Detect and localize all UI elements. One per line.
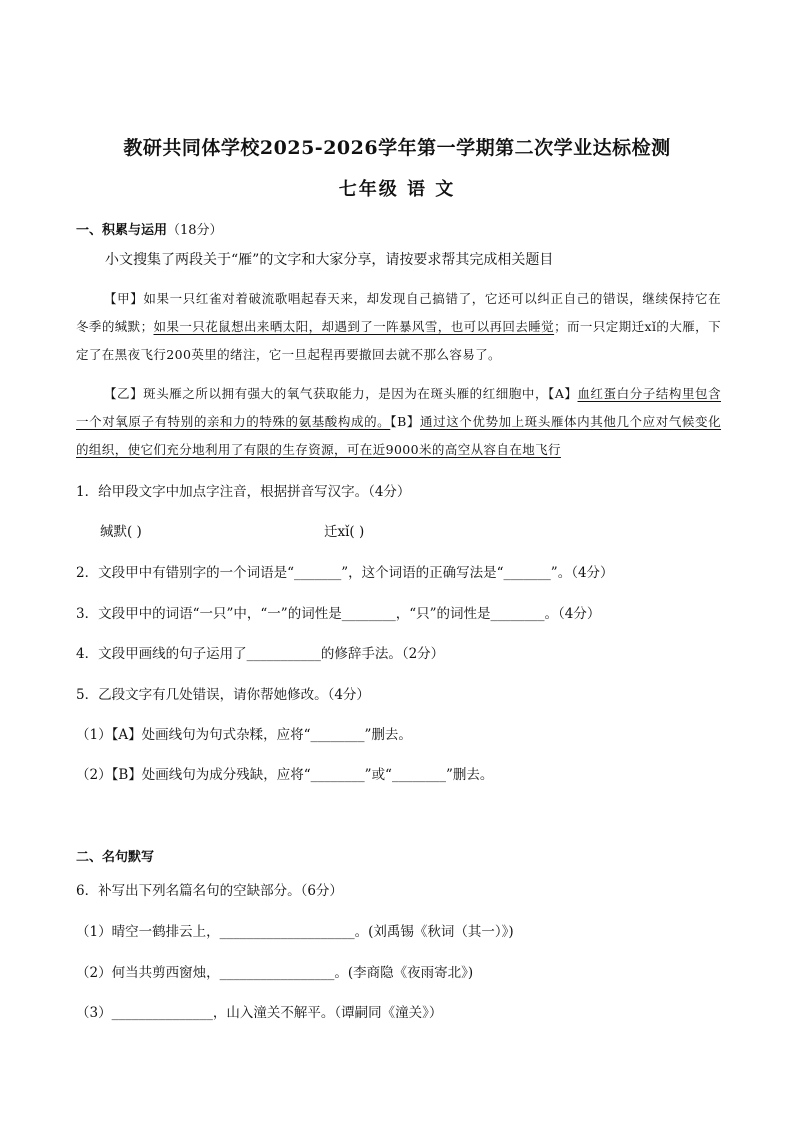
- question-6-2: （2）何当共剪西窗烛，_________________。(李商隐《夜雨寄北》): [76, 965, 474, 981]
- passage-jia-part3: ；而一只定期迁xǐ的大雁，下定了在黑夜飞行200英里的绪注，它一旦起程再要撤回去就不那么容易了。: [76, 319, 721, 362]
- passage-jia-underlined: 如果一只花鼠想出来晒太阳，却遇到了一阵暴风雪，也可以再回去睡觉: [153, 319, 555, 334]
- question-6-3: （3）_______________，山入潼关不解平。（谭嗣同《潼关》）: [76, 1005, 443, 1021]
- section-1-intro: 小文搜集了两段关于“雁”的文字和大家分享，请按要求帮其完成相关题目: [105, 252, 554, 268]
- passage-jia-part1: 【甲】如果一只红雀对着破流歌唱起春天来，却发现自己搞错了，它还可以纠正自己的错误，继续保持它在冬季的缄默；: [76, 291, 721, 334]
- question-2: 2．文段甲中有错别字的一个词语是“_______”，这个词语的正确写法是“_______”。（4分）: [76, 565, 614, 581]
- question-4: 4．文段甲画线的句子运用了___________的修辞手法。（2分）: [76, 646, 445, 662]
- passage-yi-mark-b: 【B】: [390, 414, 421, 429]
- exam-subtitle: 七年级 语 文: [338, 179, 456, 200]
- question-1-answer-a: 缄默( ): [100, 524, 142, 540]
- question-1-answer-b: 迁xǐ( ): [324, 524, 365, 540]
- question-5: 5．乙段文字有几处错误，请你帮她修改。（4分）: [76, 687, 370, 703]
- question-5-1: （1）【A】处画线句为句式杂糅，应将“________”删去。: [76, 727, 412, 743]
- question-1: 1．给甲段文字中加点字注音，根据拼音写汉字。（4分）: [76, 484, 411, 500]
- exam-title: 教研共同体学校2025-2026学年第一学期第二次学业达标检测: [123, 137, 671, 159]
- question-5-2: （2）【B】处画线句为成分残缺，应将“________”或“________”删去。: [76, 767, 494, 783]
- passage-yi-part1: 【乙】斑头雁之所以拥有强大的氧气获取能力，是因为在斑头雁的红细胞中，: [104, 386, 549, 401]
- section-2-heading: 二、名句默写: [76, 850, 155, 865]
- passage-yi: [76, 380, 721, 464]
- passage-yi-underlined-b: 通过这个优势加上斑头雁体内其他几个应对气候变化的组织，使它们充分地利用了有限的生存资源，可在近9000米的高空从容自在地飞行: [76, 414, 722, 457]
- section-1-heading: [76, 219, 223, 238]
- passage-jia: [76, 285, 721, 369]
- question-6: 6．补写出下列名篇名句的空缺部分。（6分）: [76, 883, 343, 899]
- section-1-title: 一、积累与运用: [76, 223, 168, 238]
- passage-yi-mark-a: 【A】: [548, 386, 578, 401]
- question-6-1: （1）晴空一鹤排云上，____________________。(刘禹锡《秋词（其一）》): [76, 924, 514, 940]
- section-1-points: （18分）: [167, 223, 223, 238]
- passage-yi-underlined-a: 血红蛋白分子结构里包含一个对氧原子有特别的亲和力的特殊的氨基酸构成的。: [76, 386, 721, 429]
- question-3: 3．文段甲中的词语“一只”中，“一”的词性是________，“只”的词性是________。（4分）: [76, 606, 601, 622]
